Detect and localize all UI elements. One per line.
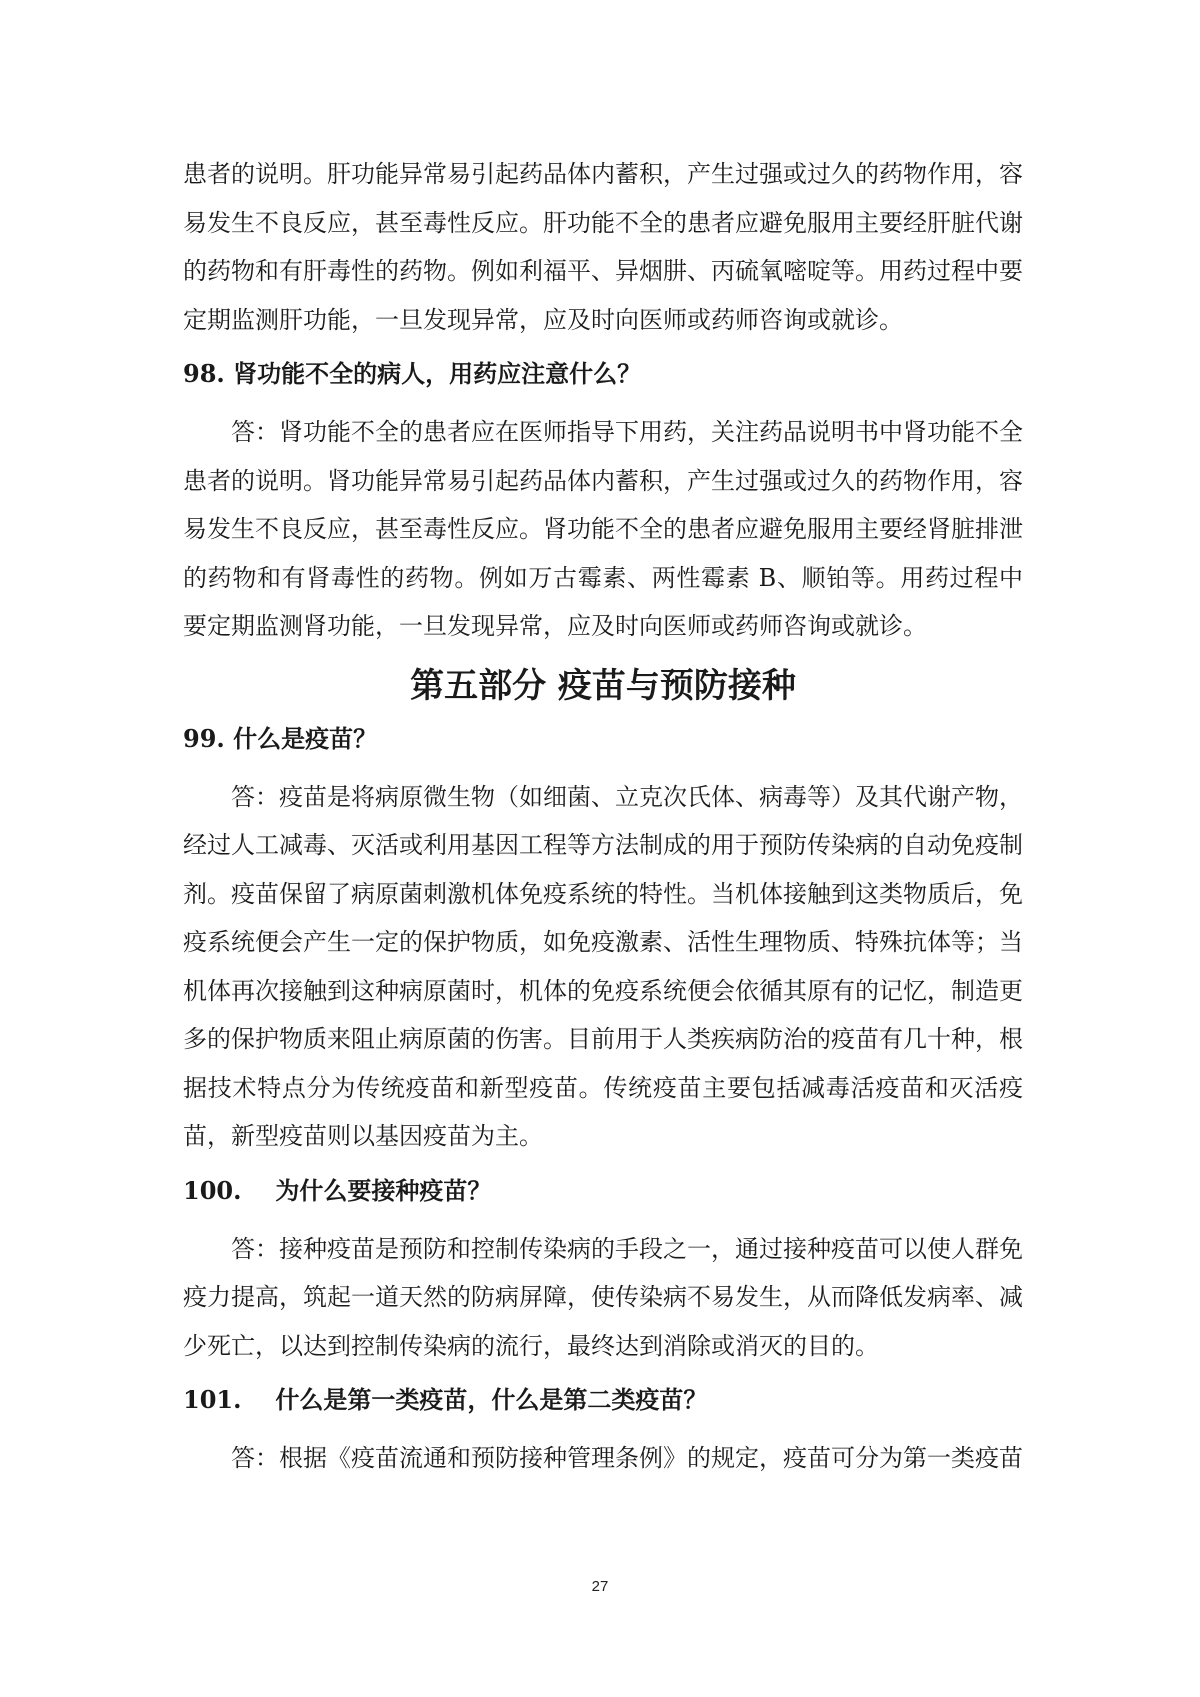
question-98-number: 98. — [183, 359, 225, 388]
question-99-number: 99. — [183, 723, 225, 753]
page-number: 27 — [591, 1578, 609, 1595]
question-99-heading — [183, 719, 1023, 759]
question-100-heading — [183, 1171, 1023, 1211]
question-101-number: 101. — [183, 1385, 242, 1414]
answer-98: 答：肾功能不全的患者应在医师指导下用药，关注药品说明书中肾功能不全患者的说明。肾功能异常易引起药品体内蓄积，产生过强或过久的药物作用，容易发生不良反应，甚至毒性反应。肾功能不全的患者应避免服用主要经肾脏排泄的药物和有肾毒性的药物。例如万古霉素、两性霉素 B、顺铂等。用药过程中要定期监测肾功能，一旦发现异常，应及时向医师或药师咨询或就诊。 — [183, 418, 1023, 640]
question-100-text: 为什么要接种疫苗？ — [275, 1175, 492, 1205]
question-101-text: 什么是第一类疫苗，什么是第二类疫苗？ — [275, 1385, 708, 1414]
page-content — [183, 150, 1023, 1483]
question-100-number: 100. — [183, 1175, 242, 1205]
section-title: 第五部分 疫苗与预防接种 — [410, 665, 796, 706]
question-98-heading — [183, 354, 1023, 394]
question-101-heading — [183, 1380, 1023, 1420]
paragraph-liver-continued: 患者的说明。肝功能异常易引起药品体内蓄积，产生过强或过久的药物作用，容易发生不良反应，甚至毒性反应。肝功能不全的患者应避免服用主要经肝脏代谢的药物和有肝毒性的药物。例如利福平、异烟肼、丙硫氧嘧啶等。用药过程中要定期监测肝功能，一旦发现异常，应及时向医师或药师咨询或就诊。 — [183, 160, 1023, 334]
question-99-text: 什么是疫苗？ — [233, 723, 378, 753]
answer-100: 答：接种疫苗是预防和控制传染病的手段之一，通过接种疫苗可以使人群免疫力提高，筑起一道天然的防病屏障，使传染病不易发生，从而降低发病率、减少死亡，以达到控制传染病的流行，最终达到消除或消灭的目的。 — [183, 1234, 1023, 1360]
answer-101: 答：根据《疫苗流通和预防接种管理条例》的规定，疫苗可分为第一类疫苗 — [231, 1444, 1023, 1472]
question-98-text: 肾功能不全的病人，用药应注意什么？ — [233, 359, 642, 388]
answer-99: 答：疫苗是将病原微生物（如细菌、立克次氏体、病毒等）及其代谢产物，经过人工减毒、灭活或利用基因工程等方法制成的用于预防传染病的自动免疫制剂。疫苗保留了病原菌刺激机体免疫系统的特性。当机体接触到这类物质后，免疫系统便会产生一定的保护物质，如免疫激素、活性生理物质、特殊抗体等；当机体再次接触到这种病原菌时，机体的免疫系统便会依循其原有的记忆，制造更多的保护物质来阻止病原菌的伤害。目前用于人类疾病防治的疫苗有几十种，根据技术特点分为传统疫苗和新型疫苗。传统疫苗主要包括减毒活疫苗和灭活疫苗，新型疫苗则以基因疫苗为主。 — [183, 782, 1023, 1150]
